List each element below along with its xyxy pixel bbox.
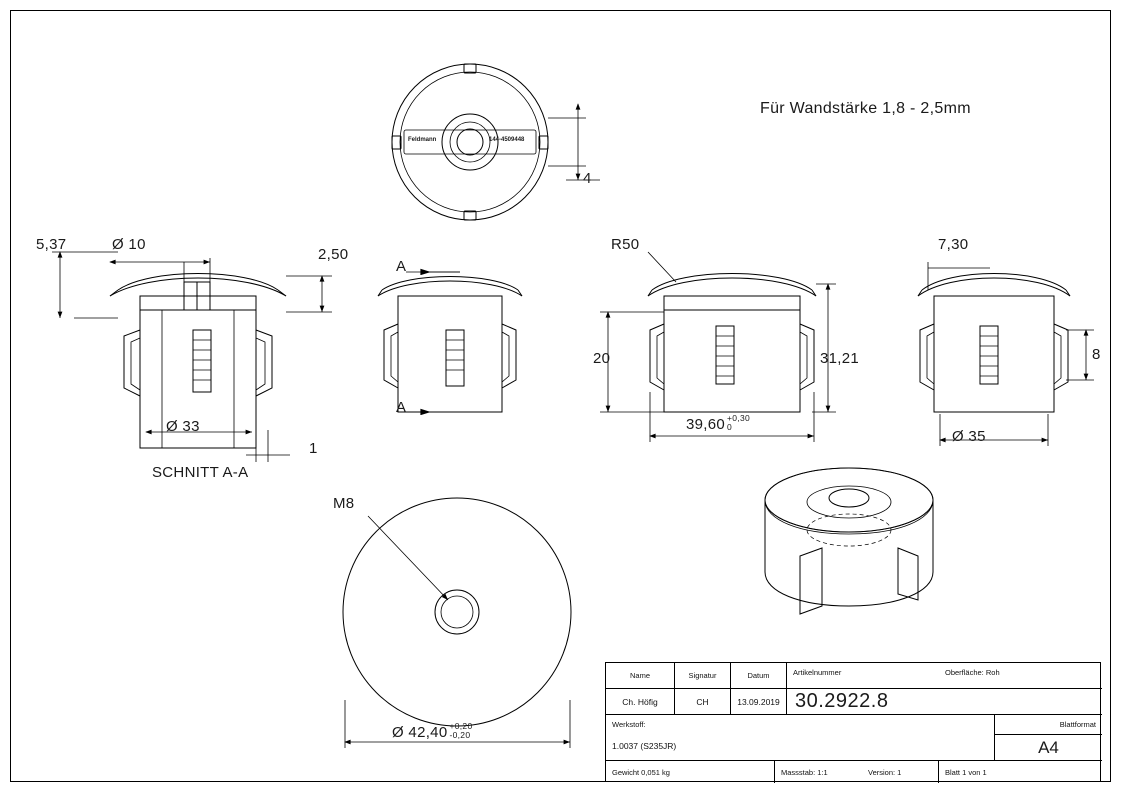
dim-left-1: 1 <box>309 440 318 457</box>
tb-blattformat-label: Blattformat <box>994 715 1102 735</box>
title-block <box>605 662 1101 782</box>
logo-right-text: 144-4509448 <box>489 137 525 143</box>
dim-3960-value: 39,60 <box>686 415 726 433</box>
tb-value-signatur: CH <box>674 689 730 715</box>
dim-d4240 <box>392 722 473 741</box>
dim-20: 20 <box>593 350 611 367</box>
dim-3121: 31,21 <box>820 350 860 367</box>
dim-top-4: 4 <box>583 170 592 187</box>
dim-730: 7,30 <box>938 236 969 253</box>
dim-3960 <box>686 414 750 433</box>
tb-werkstoff: Werkstoff: 1.0037 (S235JR) <box>606 715 994 761</box>
dim-d4240-tolerance: +0,20 -0,20 <box>449 721 473 740</box>
dim-d4240-value: Ø 42,40 <box>392 723 448 741</box>
tb-blattformat-value: A4 <box>994 735 1102 761</box>
dim-r50: R50 <box>611 236 640 253</box>
dim-left-d10: Ø 10 <box>112 236 146 253</box>
dim-d35: Ø 35 <box>952 428 986 445</box>
logo-left-text: Feldmann <box>408 137 437 143</box>
dim-left-537: 5,37 <box>36 236 67 253</box>
tb-blatt: Blatt 1 von 1 <box>938 761 1102 783</box>
section-arrow-label-top: A <box>396 258 407 275</box>
note-wall-thickness: Für Wandstärke 1,8 - 2,5mm <box>760 100 971 117</box>
dim-8: 8 <box>1092 346 1101 363</box>
section-label: SCHNITT A-A <box>152 464 249 481</box>
section-arrow-label-bottom: A <box>396 399 407 416</box>
dim-3960-tolerance: +0,30 0 <box>727 413 751 432</box>
tb-value-article-number: 30.2922.8 <box>786 689 1102 715</box>
dim-left-250: 2,50 <box>318 246 349 263</box>
dim-m8: M8 <box>333 495 355 512</box>
tb-version: Version: 1 <box>868 767 902 777</box>
tb-massstab: Massstab: 1:1 <box>774 761 862 783</box>
tb-header-artikelnummer: Artikelnummer Oberfläche: Roh <box>786 663 1102 689</box>
tb-header-datum: Datum <box>730 663 786 689</box>
tb-header-signatur: Signatur <box>674 663 730 689</box>
tb-header-name: Name <box>606 663 674 689</box>
tb-gewicht: Gewicht 0,051 kg <box>612 767 670 777</box>
tb-value-name: Ch. Höfig <box>606 689 674 715</box>
tb-value-datum: 13.09.2019 <box>730 689 786 715</box>
dim-left-d33: Ø 33 <box>166 418 200 435</box>
